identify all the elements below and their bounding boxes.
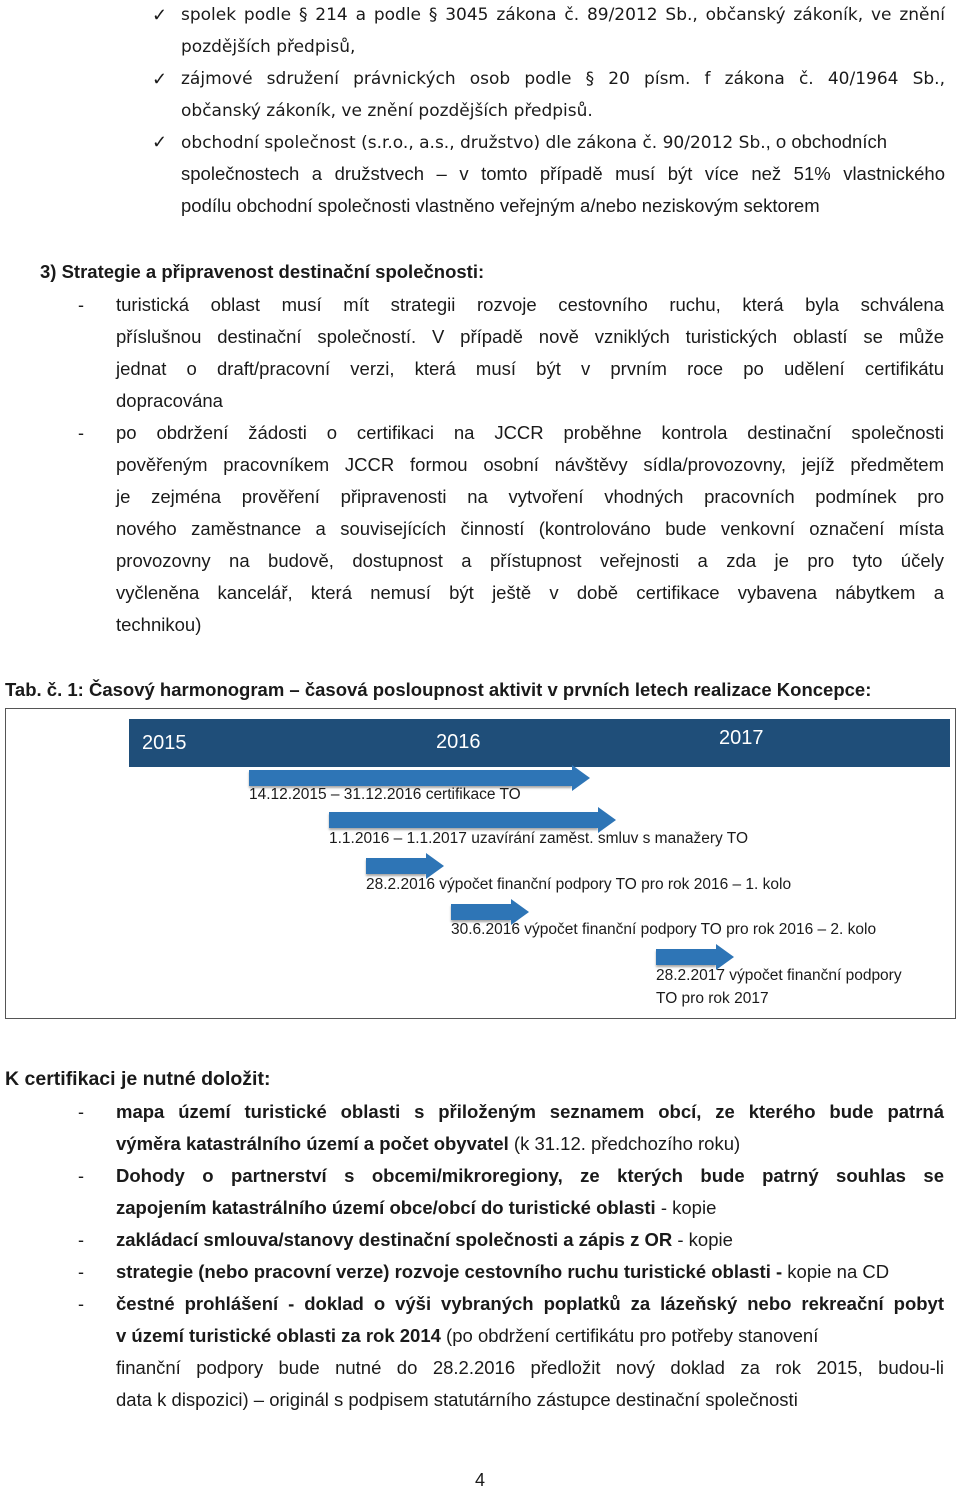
year-2015: 2015 [142, 732, 187, 754]
s3-b2-line-3: je zejména prověření připravenosti na vytvoření vhodných pracovních podmínek pro [116, 486, 944, 507]
cert-b2-line-2 [116, 1197, 716, 1219]
cert-b1-line-1: mapa území turistické oblasti s přiloženým seznamem obcí, ze kterého bude patrná [116, 1101, 944, 1122]
checkmark-icon: ✓ [152, 5, 168, 25]
cert-b4-rest: kopie na CD [782, 1261, 890, 1282]
s3-b1-line-1: turistická oblast musí mít strategii rozvoje cestovního ruchu, která byla schválena [116, 294, 944, 315]
bullet-dash: - [78, 1230, 84, 1250]
checklist-item-3-line-1 [181, 131, 887, 154]
cert-b1-line-2 [116, 1133, 740, 1155]
bullet-dash: - [78, 423, 84, 443]
certification-heading: K certifikaci je nutné doložit: [5, 1068, 271, 1090]
cert-b2-line-2-bold: zapojením katastrálního území obce/obcí do turistické oblasti [116, 1197, 656, 1218]
page-number: 4 [474, 1470, 485, 1490]
checklist-item-3-line-1-b: , o obchodních [765, 131, 888, 152]
checklist-item-2-line-2: občanský zákoník, ve znění pozdějších předpisů. [181, 101, 593, 121]
s3-b1-line-4: dopracována [116, 390, 223, 411]
checkmark-icon: ✓ [152, 132, 168, 152]
s3-b1-line-3: jednat o draft/pracovní verzi, která musí být v prvním roce po udělení certifikátu [116, 358, 944, 379]
bullet-dash: - [78, 1166, 84, 1186]
timeline-item-5-line-2: TO pro rok 2017 [656, 990, 769, 1007]
s3-b2-line-6: vyčleněna kancelář, která nemusí být ještě v době certifikace vybavena nábytkem a [116, 582, 944, 603]
checklist-item-1-line-2: pozdějších předpisů, [181, 37, 356, 57]
s3-b2-line-5: provozovny na budově, dostupnost a přístupnost veřejnosti a zda je pro tyto účely [116, 550, 944, 571]
timeline-item-2: 1.1.2016 – 1.1.2017 uzavírání zaměst. smluv s manažery TO [329, 830, 749, 847]
checklist-item-3-line-1-a: obchodní společnost (s.r.o., a.s., družstvo) dle zákona č. 90/2012 Sb. [181, 133, 766, 153]
bullet-dash: - [78, 1102, 84, 1122]
year-2017: 2017 [719, 727, 764, 749]
cert-b1-line-2-rest: (k 31.12. předchozího roku) [508, 1133, 741, 1154]
s3-b2-line-2: pověřeným pracovníkem JCCR formou osobní návštěvy sídla/provozovny, jejíž předmětem [116, 454, 944, 475]
s3-b2-line-7: technikou) [116, 614, 202, 635]
s3-b2-line-1: po obdržení žádosti o certifikaci na JCCR proběhne kontrola destinační společnosti [116, 422, 944, 443]
cert-b4-line-1 [116, 1261, 889, 1283]
s3-b2-line-4: nového zaměstnance a souvisejících činností (kontrolováno bude venkovní označení místa [116, 518, 944, 539]
s3-b1-line-2: příslušnou destinační společností. V případě nově vzniklých turistických oblastí se může [116, 326, 944, 347]
table-caption: Tab. č. 1: Časový harmonogram – časová posloupnost aktivit v prvních letech realizace Koncepce: [5, 679, 872, 700]
bullet-dash: - [78, 1262, 84, 1282]
timeline-item-1: 14.12.2015 – 31.12.2016 certifikace TO [249, 786, 521, 803]
cert-b3-rest: - kopie [672, 1229, 733, 1250]
checklist-item-3-line-3: podílu obchodní společnosti vlastněno veřejným a/nebo neziskovým sektorem [181, 195, 820, 216]
cert-b5-line-2-bold: v území turistické oblasti za rok 2014 [116, 1325, 441, 1346]
timeline-item-5-line-1: 28.2.2017 výpočet finanční podpory [656, 967, 902, 984]
cert-b5-line-2-rest: (po obdržení certifikátu pro potřeby stanovení [440, 1325, 819, 1346]
cert-b3-bold: zakládací smlouva/stanovy destinační společnosti a zápis z OR [116, 1229, 673, 1250]
section-3-heading: 3) Strategie a připravenost destinační společnosti: [40, 261, 485, 282]
cert-b5-line-1: čestné prohlášení - doklad o výši vybraných poplatků za lázeňský nebo rekreační pobyt [116, 1293, 944, 1314]
timeline-item-4: 30.6.2016 výpočet finanční podpory TO pro rok 2016 – 2. kolo [451, 921, 877, 938]
cert-b5-line-4: data k dispozici) – originál s podpisem statutárního zástupce destinační společnosti [116, 1389, 798, 1410]
year-bar [129, 719, 950, 767]
checklist-item-2-line-1: zájmové sdružení právnických osob podle § 20 písm. f zákona č. 40/1964 Sb., [181, 69, 945, 89]
checklist-item-3-line-2: společnostech a družstvech – v tomto případě musí být více než 51% vlastnického [181, 163, 945, 184]
year-2016: 2016 [436, 731, 481, 753]
cert-b4-bold: strategie (nebo pracovní verze) rozvoje cestovního ruchu turistické oblasti - [116, 1261, 783, 1282]
checkmark-icon: ✓ [152, 69, 168, 89]
timeline-diagram [5, 708, 956, 1019]
cert-b2-line-1: Dohody o partnerství s obcemi/mikroregiony, ze kterých bude patrný souhlas se [116, 1165, 944, 1186]
bullet-dash: - [78, 1294, 84, 1314]
cert-b2-line-2-rest: - kopie [655, 1197, 717, 1218]
cert-b3-line-1 [116, 1229, 733, 1251]
checklist-item-1-line-1: spolek podle § 214 a podle § 3045 zákona č. 89/2012 Sb., občanský zákoník, ve znění [181, 5, 945, 25]
bullet-dash: - [78, 295, 84, 315]
timeline-item-3: 28.2.2016 výpočet finanční podpory TO pro rok 2016 – 1. kolo [366, 876, 792, 893]
cert-b5-line-2 [116, 1325, 818, 1347]
cert-b1-line-2-bold: výměra katastrálního území a počet obyvatel [116, 1133, 509, 1154]
cert-b5-line-3: finanční podpory bude nutné do 28.2.2016 předložit nový doklad za rok 2015, budou-li [116, 1357, 944, 1378]
